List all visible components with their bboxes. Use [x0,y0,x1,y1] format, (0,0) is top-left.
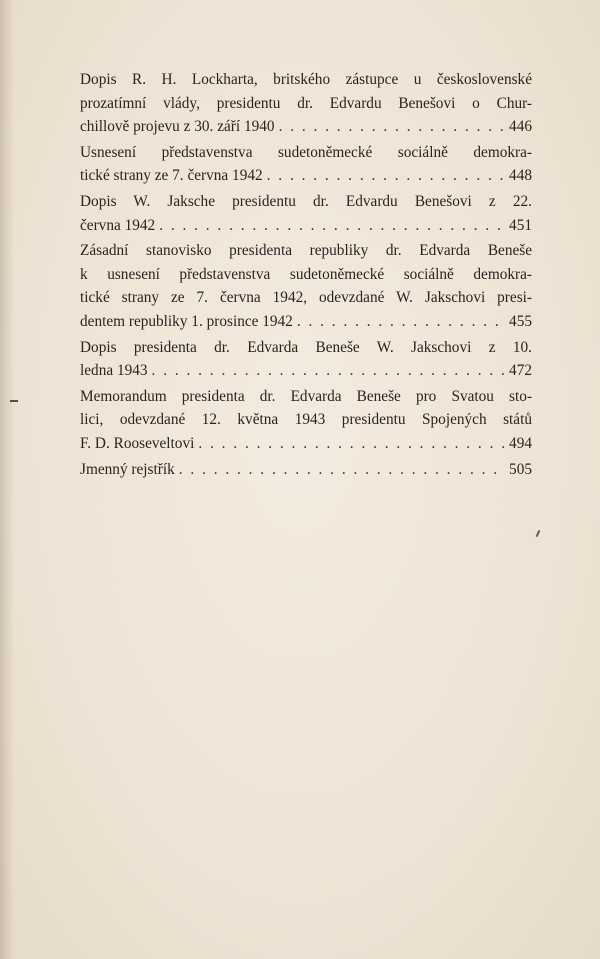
toc-entry-last-line [80,458,532,482]
dot-leader [267,164,505,188]
toc-entry-title-end: ledna 1943 [80,362,148,380]
toc-entry-line: k usnesení představenstva sudetoněmecké sociálně demokra- [80,265,532,283]
page-number: 494 [509,434,532,452]
pencil-tick [536,530,541,537]
page-number: 448 [509,167,532,185]
toc-entry-line: tické strany ze 7. června 1942, odevzdané W. Jakschovi presi- [80,289,532,307]
toc-entry-last-line [80,359,532,383]
page-number: 451 [509,216,532,234]
toc-entry [80,336,532,383]
toc-entry-last-line [80,214,532,238]
page-number: 505 [509,460,532,478]
page-number: 446 [509,118,532,136]
margin-mark [10,400,18,402]
dot-leader [152,359,506,383]
toc-entry-last-line [80,310,532,334]
toc-entry-last-line [80,164,532,188]
page-number: 472 [509,362,532,380]
dot-leader [179,458,505,482]
toc-entry-line: Dopis W. Jaksche presidentu dr. Edvardu Benešovi z 22. [80,192,532,210]
toc-entry-title-end: chillově projevu z 30. září 1940 [80,118,275,136]
toc-entry-line: Memorandum presidenta dr. Edvarda Beneše pro Svatou sto- [80,387,532,405]
dot-leader [279,115,505,139]
toc-entry [80,68,532,139]
toc-entry-title-end: Jmenný rejstřík [80,460,175,478]
toc-entry-line: Usnesení představenstva sudetoněmecké sociálně demokra- [80,143,532,161]
toc-entry [80,141,532,188]
dot-leader [297,310,505,334]
toc-entry-line: Dopis R. H. Lockharta, britského zástupce u československé [80,71,532,88]
toc-entry-title-end: F. D. Rooseveltovi [80,434,195,452]
table-of-contents [80,68,532,483]
toc-entry-title-end: června 1942 [80,216,156,234]
toc-entry [80,385,532,456]
toc-entry-line: Dopis presidenta dr. Edvarda Beneše W. Jakschovi z 10. [80,338,532,356]
toc-entry [80,239,532,333]
toc-entry-title-end: tické strany ze 7. června 1942 [80,167,263,185]
dot-leader [159,214,505,238]
toc-entry-last-line [80,115,532,139]
toc-entry-last-line [80,432,532,456]
spine-shadow [0,0,14,959]
toc-entry-line: Zásadní stanovisko presidenta republiky dr. Edvarda Beneše [80,242,532,260]
toc-entry-line: prozatímní vlády, presidentu dr. Edvardu Benešovi o Chur- [80,94,532,112]
toc-entry-line: lici, odevzdané 12. května 1943 presidentu Spojených států [80,411,532,429]
toc-entry-title-end: dentem republiky 1. prosince 1942 [80,312,293,330]
toc-entry [80,458,532,482]
page-number: 455 [509,312,532,330]
dot-leader [198,432,505,456]
toc-entry [80,190,532,237]
